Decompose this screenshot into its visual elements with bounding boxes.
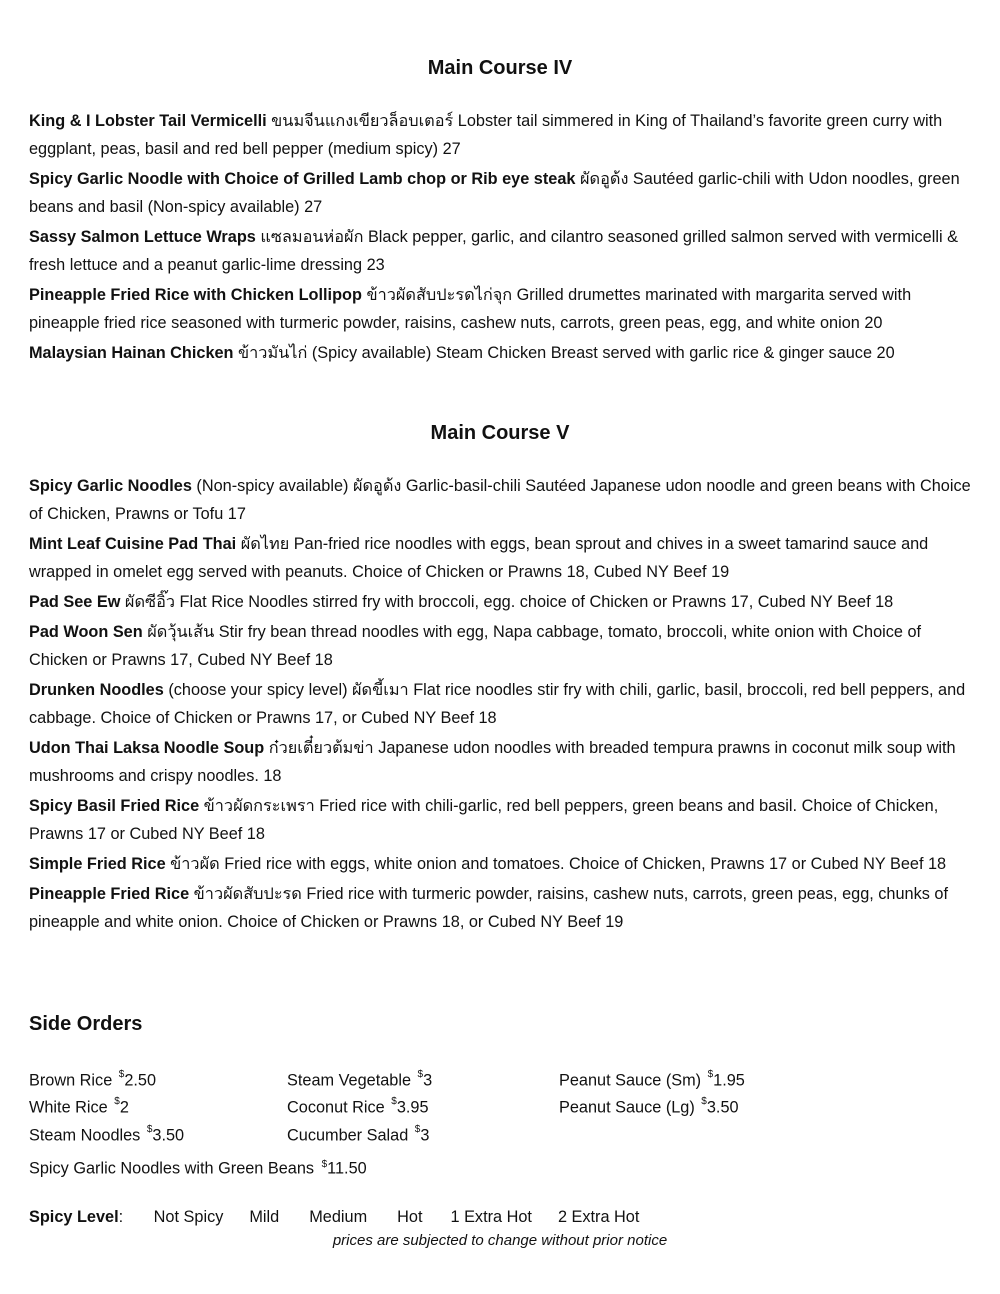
spicy-level-option: Hot xyxy=(397,1208,423,1226)
spicy-level-option: Medium xyxy=(309,1208,368,1226)
spicy-level-separator: : xyxy=(118,1208,124,1226)
currency-symbol: $ xyxy=(146,1123,153,1135)
side-order-price: 11.50 xyxy=(327,1159,367,1178)
side-order-name: Cucumber Salad xyxy=(287,1126,413,1145)
section-title-main-course-v: Main Course V xyxy=(430,422,570,444)
side-order-item xyxy=(287,1065,432,1092)
side-order-name: Peanut Sauce (Sm) xyxy=(559,1071,706,1090)
menu-item xyxy=(29,850,974,878)
section-title-main-course-iv: Main Course IV xyxy=(427,57,573,79)
menu-item-name: Pad See Ew xyxy=(29,593,121,611)
side-order-price: 3 xyxy=(423,1071,433,1090)
menu-item-name: Pineapple Fried Rice with Chicken Lollipop xyxy=(29,286,362,304)
menu-item-description: ผัดอูด้ง Sautéed garlic-chili with Udon noodles, green beans and basil (Non-spicy available) 27 xyxy=(29,170,960,216)
side-order-extra xyxy=(29,1159,367,1178)
spicy-level-option: Mild xyxy=(249,1208,280,1226)
side-order-item xyxy=(29,1065,184,1092)
side-orders-column xyxy=(559,1065,745,1120)
side-order-name: Steam Noodles xyxy=(29,1126,145,1145)
side-order-name: Brown Rice xyxy=(29,1071,117,1090)
menu-item-name: Malaysian Hainan Chicken xyxy=(29,344,234,362)
menu-item xyxy=(29,618,974,674)
menu-item-description: แซลมอนห่อผัก Black pepper, garlic, and cilantro seasoned grilled salmon served with vermicelli & fresh lettuce and a peanut garlic-lime dressing 23 xyxy=(29,228,958,274)
menu-item xyxy=(29,472,974,528)
menu-item xyxy=(29,676,974,732)
side-order-item xyxy=(559,1092,745,1119)
menu-item xyxy=(29,339,974,367)
menu-item xyxy=(29,530,974,586)
menu-item-description: ข้าวมันไก่ (Spicy available) Steam Chicken Breast served with garlic rice & ginger sauce 20 xyxy=(233,344,895,362)
side-order-price: 3 xyxy=(420,1126,430,1145)
side-order-name: White Rice xyxy=(29,1098,113,1117)
menu-item xyxy=(29,880,974,936)
currency-symbol: $ xyxy=(707,1069,714,1080)
side-order-price: 2.50 xyxy=(124,1071,157,1090)
menu-item xyxy=(29,734,974,790)
menu-item-description: ข้าวผัด Fried rice with eggs, white onion and tomatoes. Choice of Chicken, Prawns 17 or Cubed NY Beef 18 xyxy=(165,855,947,873)
side-order-name: Coconut Rice xyxy=(287,1098,390,1117)
menu-item-name: King & I Lobster Tail Vermicelli xyxy=(29,112,267,130)
spicy-level-option: 2 Extra Hot xyxy=(557,1208,640,1226)
main-course-v-list xyxy=(29,472,974,938)
side-order-price: 3.95 xyxy=(396,1098,429,1117)
side-order-price: 3.50 xyxy=(152,1126,185,1145)
currency-symbol: $ xyxy=(391,1096,397,1108)
side-order-item xyxy=(29,1120,184,1147)
menu-item-name: Mint Leaf Cuisine Pad Thai xyxy=(29,535,237,553)
side-order-name: Steam Vegetable xyxy=(287,1071,416,1090)
currency-symbol: $ xyxy=(414,1123,421,1135)
side-orders-title: Side Orders xyxy=(29,1013,143,1035)
menu-item-name: Pineapple Fried Rice xyxy=(29,885,190,903)
currency-symbol: $ xyxy=(114,1096,120,1108)
menu-item-name: Spicy Garlic Noodles xyxy=(29,477,192,495)
currency-symbol: $ xyxy=(417,1069,424,1080)
side-order-item xyxy=(287,1092,432,1119)
spicy-level-row xyxy=(29,1208,639,1227)
menu-item xyxy=(29,165,974,221)
price-disclaimer: prices are subjected to change without prior notice xyxy=(332,1232,668,1249)
menu-item-name: Spicy Basil Fried Rice xyxy=(29,797,200,815)
menu-item xyxy=(29,792,974,848)
menu-item-description: ก๋วยเตี๋ยวต้มข่า Japanese udon noodles with breaded tempura prawns in coconut milk soup with mushrooms and crispy noodles. 18 xyxy=(29,739,956,785)
side-order-name: Spicy Garlic Noodles with Green Beans xyxy=(29,1159,319,1178)
menu-item xyxy=(29,223,974,279)
side-order-price: 2 xyxy=(119,1098,129,1117)
menu-item xyxy=(29,281,974,337)
side-order-name: Peanut Sauce (Lg) xyxy=(559,1098,700,1117)
side-order-item xyxy=(559,1065,745,1092)
menu-item-name: Simple Fried Rice xyxy=(29,855,166,873)
menu-item-description: (choose your spicy level) ผัดขี้เมา Flat rice noodles stir fry with chili, garlic, basil, broccoli, red bell peppers, and cabbage. Choice of Chicken or Prawns 17, or Cubed NY Beef 18 xyxy=(29,681,966,727)
side-order-price: 3.50 xyxy=(706,1098,739,1117)
menu-item-description: ขนมจีนแกงเขียวล็อบเตอร์ Lobster tail simmered in King of Thailand’s favorite green curry with eggplant, peas, basil and red bell pepper (medium spicy) 27 xyxy=(29,112,943,158)
menu-item-description: ข้าวผัดสับปะรด Fried rice with turmeric powder, raisins, cashew nuts, carrots, green peas, egg, chunks of pineapple and white onion. Choice of Chicken or Prawns 18, or Cubed NY Beef 19 xyxy=(29,885,948,931)
spicy-level-option: Not Spicy xyxy=(153,1208,224,1226)
menu-item-name: Udon Thai Laksa Noodle Soup xyxy=(29,739,265,757)
side-order-price: 1.95 xyxy=(713,1071,745,1090)
side-order-item xyxy=(287,1120,432,1147)
menu-item-description: ผัดไทย Pan-fried rice noodles with eggs, bean sprout and chives in a sweet tamarind sauce and wrapped in omelet egg served with peanuts. Choice of Chicken or Prawns 18, Cubed NY Beef 19 xyxy=(29,535,929,581)
menu-item xyxy=(29,107,974,163)
menu-item xyxy=(29,588,974,616)
main-course-iv-list xyxy=(29,107,974,369)
menu-item-name: Drunken Noodles xyxy=(29,681,164,699)
menu-item-name: Spicy Garlic Noodle with Choice of Grilled Lamb chop or Rib eye steak xyxy=(29,170,576,188)
spicy-level-option: 1 Extra Hot xyxy=(450,1208,532,1226)
side-order-item xyxy=(29,1092,184,1119)
spicy-level-label: Spicy Level xyxy=(29,1208,119,1226)
currency-symbol: $ xyxy=(118,1069,125,1080)
currency-symbol: $ xyxy=(701,1096,707,1108)
side-orders-column xyxy=(287,1065,432,1147)
menu-item-description: ผัดวุ้นเส้น Stir fry bean thread noodles with egg, Napa cabbage, tomato, broccoli, white onion with Choice of Chicken or Prawns 17, Cubed NY Beef 18 xyxy=(29,623,922,669)
menu-item-description: (Non-spicy available) ผัดอูด้ง Garlic-basil-chili Sautéed Japanese udon noodle and green beans with Choice of Chicken, Prawns or Tofu 17 xyxy=(29,477,971,523)
side-orders-column xyxy=(29,1065,184,1147)
menu-item-name: Sassy Salmon Lettuce Wraps xyxy=(29,228,256,246)
currency-symbol: $ xyxy=(321,1159,328,1170)
menu-item-description: ข้าวผัดกระเพรา Fried rice with chili-garlic, red bell peppers, green beans and basil. Choice of Chicken, Prawns 17 or Cubed NY Beef 18 xyxy=(29,797,939,843)
menu-item-description: ข้าวผัดสับปะรดไก่จุก Grilled drumettes marinated with margarita served with pineapple fried rice seasoned with turmeric powder, raisins, cashew nuts, carrots, green peas, egg, and white onion 20 xyxy=(29,286,912,332)
menu-item-name: Pad Woon Sen xyxy=(29,623,143,641)
menu-item-description: ผัดซีอิ๊ว Flat Rice Noodles stirred fry with broccoli, egg. choice of Chicken or Prawns 17, Cubed NY Beef 18 xyxy=(120,593,894,611)
